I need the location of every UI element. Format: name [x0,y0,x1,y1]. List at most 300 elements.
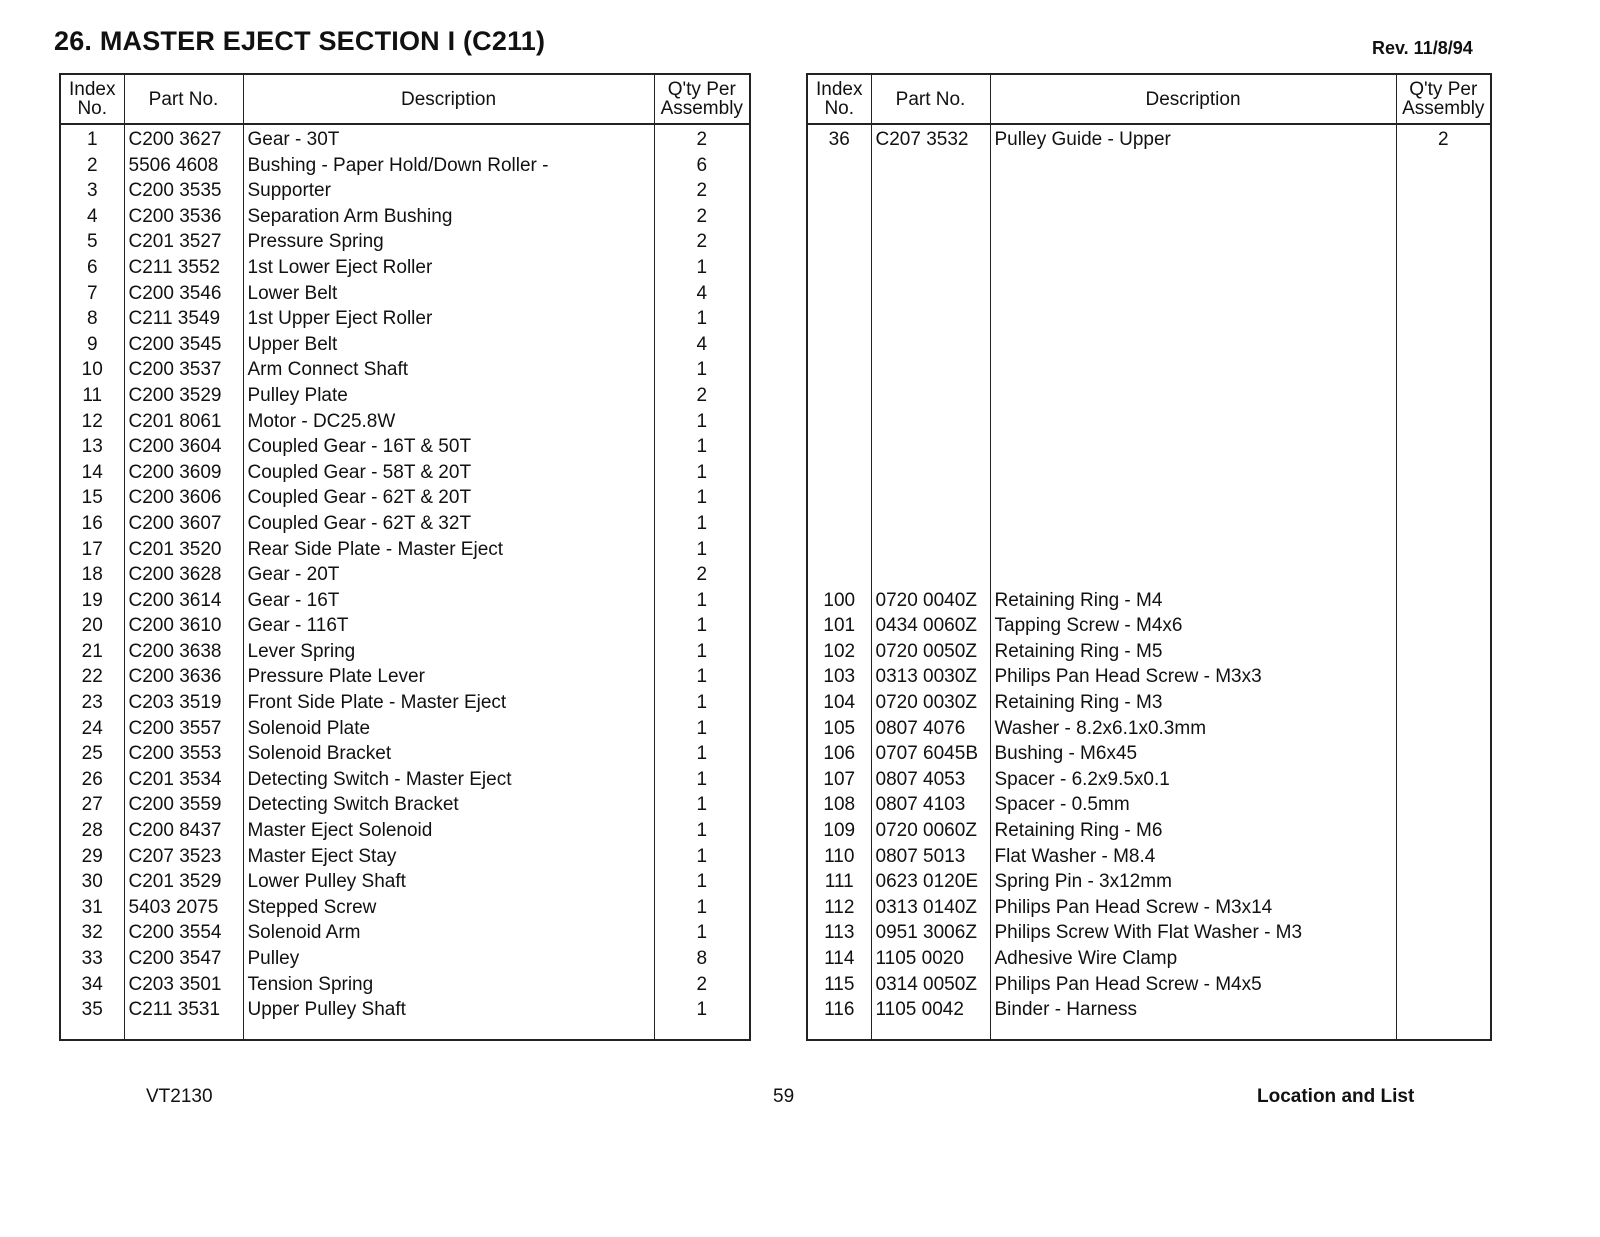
index-cell: 23 [60,690,124,716]
index-column-header: Index No. [60,74,124,124]
description-cell: Solenoid Bracket [243,741,654,767]
qty-cell: 1 [654,844,750,870]
index-cell [807,204,871,230]
qty-cell: 1 [654,357,750,383]
qty-cell [1396,946,1491,972]
table-row [60,639,750,665]
qty-cell [1396,588,1491,614]
table-row [60,255,750,281]
description-cell: Philips Pan Head Screw - M3x14 [990,895,1396,921]
table-row [60,409,750,435]
qty-cell [1396,229,1491,255]
index-cell: 5 [60,229,124,255]
table-row [807,357,1491,383]
part-no-cell: C200 3559 [124,792,243,818]
part-no-cell: 0807 4103 [871,792,990,818]
table-row [807,716,1491,742]
part-no-cell: C203 3519 [124,690,243,716]
description-cell: Retaining Ring - M5 [990,639,1396,665]
part-no-column-header: Part No. [871,74,990,124]
part-no-cell [871,204,990,230]
qty-cell: 2 [1396,124,1491,153]
part-no-cell: 0623 0120E [871,869,990,895]
index-cell [807,409,871,435]
part-no-cell: C201 3529 [124,869,243,895]
description-cell: Tapping Screw - M4x6 [990,613,1396,639]
description-cell [990,204,1396,230]
table-row [60,664,750,690]
table-row [807,639,1491,665]
part-no-cell: C211 3531 [124,997,243,1023]
qty-cell: 2 [654,178,750,204]
index-cell: 4 [60,204,124,230]
qty-cell [1396,281,1491,307]
index-cell: 109 [807,818,871,844]
index-cell: 110 [807,844,871,870]
table-row [60,485,750,511]
table-row [807,741,1491,767]
qty-cell: 1 [654,588,750,614]
description-cell: Coupled Gear - 58T & 20T [243,460,654,486]
description-cell: Upper Pulley Shaft [243,997,654,1023]
qty-cell [1396,741,1491,767]
description-cell: Motor - DC25.8W [243,409,654,435]
part-no-cell [871,255,990,281]
qty-cell: 4 [654,332,750,358]
description-cell: Master Eject Stay [243,844,654,870]
index-cell: 24 [60,716,124,742]
table-row [60,690,750,716]
footer-model: VT2130 [146,1086,213,1107]
qty-cell: 1 [654,485,750,511]
index-cell [807,460,871,486]
table-row [807,124,1491,153]
description-cell: Bushing - M6x45 [990,741,1396,767]
part-no-cell [871,178,990,204]
index-cell [807,153,871,179]
description-cell: Tension Spring [243,972,654,998]
description-cell [990,383,1396,409]
table-row [807,229,1491,255]
part-no-cell: C207 3523 [124,844,243,870]
qty-cell: 1 [654,537,750,563]
table-row [60,588,750,614]
index-cell: 32 [60,920,124,946]
index-cell: 21 [60,639,124,665]
description-cell: Philips Screw With Flat Washer - M3 [990,920,1396,946]
description-cell: Solenoid Plate [243,716,654,742]
index-cell: 114 [807,946,871,972]
table-row [807,153,1491,179]
qty-cell: 1 [654,664,750,690]
qty-cell: 1 [654,690,750,716]
description-cell: Washer - 8.2x6.1x0.3mm [990,716,1396,742]
qty-cell [1396,716,1491,742]
part-no-cell [871,562,990,588]
qty-cell [1396,639,1491,665]
qty-cell [1396,485,1491,511]
index-cell: 14 [60,460,124,486]
table-row [60,460,750,486]
part-no-cell: 0807 5013 [871,844,990,870]
table-row [807,178,1491,204]
table-row [807,434,1491,460]
index-cell: 111 [807,869,871,895]
index-cell: 2 [60,153,124,179]
table-row [60,178,750,204]
footer-section: Location and List [1257,1086,1415,1107]
qty-cell: 1 [654,920,750,946]
description-cell: Retaining Ring - M6 [990,818,1396,844]
description-cell [990,255,1396,281]
index-cell: 25 [60,741,124,767]
part-no-cell: 0720 0060Z [871,818,990,844]
part-no-cell: C200 3554 [124,920,243,946]
index-cell: 112 [807,895,871,921]
qty-cell [1396,434,1491,460]
qty-cell: 1 [654,434,750,460]
table-row [60,357,750,383]
description-cell [990,357,1396,383]
table-row [60,332,750,358]
table-row [60,124,750,153]
index-cell: 16 [60,511,124,537]
index-cell [807,485,871,511]
part-no-cell [871,460,990,486]
index-cell [807,434,871,460]
part-no-cell: C200 3638 [124,639,243,665]
parts-table-right-body [807,124,1491,1040]
footer-page-number: 59 [773,1086,795,1107]
qty-cell [1396,204,1491,230]
description-cell [990,332,1396,358]
index-cell: 113 [807,920,871,946]
part-no-cell [871,485,990,511]
index-cell: 115 [807,972,871,998]
description-cell: Gear - 30T [243,124,654,153]
description-cell: Separation Arm Bushing [243,204,654,230]
qty-cell [1396,920,1491,946]
index-cell: 35 [60,997,124,1023]
part-no-cell: 0707 6045B [871,741,990,767]
part-no-cell: C203 3501 [124,972,243,998]
qty-column-header: Q'ty Per Assembly [654,74,750,124]
qty-cell [1396,332,1491,358]
description-column-header: Description [243,74,654,124]
qty-cell [1396,255,1491,281]
qty-cell: 1 [654,306,750,332]
table-row [807,920,1491,946]
table-row [807,844,1491,870]
qty-cell: 1 [654,792,750,818]
table-row [60,792,750,818]
qty-cell [1396,613,1491,639]
description-cell [990,409,1396,435]
index-cell: 19 [60,588,124,614]
index-cell: 31 [60,895,124,921]
index-cell: 8 [60,306,124,332]
part-no-cell: 1105 0042 [871,997,990,1023]
qty-cell: 1 [654,818,750,844]
part-no-cell: C200 3614 [124,588,243,614]
qty-cell: 2 [654,229,750,255]
qty-cell: 1 [654,741,750,767]
table-row [807,255,1491,281]
qty-cell: 1 [654,767,750,793]
description-cell: Coupled Gear - 62T & 20T [243,485,654,511]
part-no-cell: 0314 0050Z [871,972,990,998]
description-cell: Spacer - 0.5mm [990,792,1396,818]
table-header-row [807,74,1491,124]
description-cell: Pulley Plate [243,383,654,409]
index-cell [807,537,871,563]
parts-table-left-body [60,124,750,1040]
table-row [60,434,750,460]
description-cell: Pulley [243,946,654,972]
description-cell: Rear Side Plate - Master Eject [243,537,654,563]
index-cell: 103 [807,664,871,690]
table-row [807,511,1491,537]
description-cell [990,178,1396,204]
qty-cell: 1 [654,716,750,742]
table-bottom-padding [60,1023,750,1040]
table-row [807,690,1491,716]
index-cell: 28 [60,818,124,844]
index-cell: 36 [807,124,871,153]
part-no-cell: 0951 3006Z [871,920,990,946]
qty-cell [1396,844,1491,870]
description-cell [990,511,1396,537]
table-row [60,716,750,742]
part-no-cell [871,332,990,358]
table-row [60,818,750,844]
table-row [807,332,1491,358]
part-no-cell: 0720 0040Z [871,588,990,614]
index-cell: 27 [60,792,124,818]
description-cell: Philips Pan Head Screw - M3x3 [990,664,1396,690]
part-no-cell: C200 3636 [124,664,243,690]
description-cell: Detecting Switch Bracket [243,792,654,818]
table-header-row [60,74,750,124]
part-no-cell [871,153,990,179]
table-row [60,562,750,588]
page-title: 26. MASTER EJECT SECTION I (C211) [54,26,546,56]
description-cell: Pulley Guide - Upper [990,124,1396,153]
part-no-cell: C200 3553 [124,741,243,767]
index-cell: 33 [60,946,124,972]
part-no-cell: C200 3537 [124,357,243,383]
table-row [807,792,1491,818]
qty-cell: 1 [654,895,750,921]
part-no-cell: C200 3610 [124,613,243,639]
qty-cell: 2 [654,383,750,409]
table-row [60,997,750,1023]
index-cell: 9 [60,332,124,358]
part-no-cell: C200 3628 [124,562,243,588]
description-cell: Pressure Plate Lever [243,664,654,690]
table-row [60,895,750,921]
table-row [807,895,1491,921]
index-cell [807,255,871,281]
qty-cell: 1 [654,613,750,639]
description-cell: Pressure Spring [243,229,654,255]
qty-cell [1396,357,1491,383]
parts-table-left [59,73,751,1041]
table-row [60,844,750,870]
qty-cell: 1 [654,255,750,281]
description-cell: Gear - 20T [243,562,654,588]
qty-cell [1396,664,1491,690]
index-cell: 17 [60,537,124,563]
part-no-cell: C201 3534 [124,767,243,793]
table-row [807,767,1491,793]
description-cell: Coupled Gear - 62T & 32T [243,511,654,537]
index-cell: 105 [807,716,871,742]
index-cell: 11 [60,383,124,409]
index-cell [807,306,871,332]
index-cell: 101 [807,613,871,639]
qty-cell [1396,997,1491,1023]
qty-cell [1396,383,1491,409]
table-row [807,588,1491,614]
description-column-header: Description [990,74,1396,124]
table-row [60,281,750,307]
description-cell [990,485,1396,511]
revision-date: Rev. 11/8/94 [1372,38,1473,58]
part-no-cell: 0313 0140Z [871,895,990,921]
qty-cell: 2 [654,972,750,998]
qty-cell: 2 [654,204,750,230]
index-cell [807,178,871,204]
qty-cell [1396,409,1491,435]
part-no-cell: 0720 0050Z [871,639,990,665]
part-no-cell: C200 3535 [124,178,243,204]
part-no-cell: 0434 0060Z [871,613,990,639]
description-cell: Bushing - Paper Hold/Down Roller - [243,153,654,179]
description-cell: Retaining Ring - M4 [990,588,1396,614]
index-cell [807,357,871,383]
qty-column-header: Q'ty Per Assembly [1396,74,1491,124]
table-row [807,537,1491,563]
part-no-cell: C200 8437 [124,818,243,844]
table-row [807,485,1491,511]
part-no-cell: 0313 0030Z [871,664,990,690]
table-row [60,741,750,767]
index-cell: 15 [60,485,124,511]
table-row [807,383,1491,409]
part-no-cell: C200 3607 [124,511,243,537]
part-no-cell: C201 3527 [124,229,243,255]
part-no-cell: C200 3545 [124,332,243,358]
table-row [60,229,750,255]
index-cell: 1 [60,124,124,153]
qty-cell [1396,895,1491,921]
part-no-cell: 5506 4608 [124,153,243,179]
description-cell: Adhesive Wire Clamp [990,946,1396,972]
description-cell: Coupled Gear - 16T & 50T [243,434,654,460]
description-cell: Spacer - 6.2x9.5x0.1 [990,767,1396,793]
part-no-cell [871,383,990,409]
description-cell: Philips Pan Head Screw - M4x5 [990,972,1396,998]
table-row [807,869,1491,895]
part-no-cell: C200 3557 [124,716,243,742]
description-cell: Gear - 116T [243,613,654,639]
part-no-cell [871,229,990,255]
description-cell: Detecting Switch - Master Eject [243,767,654,793]
qty-cell: 1 [654,869,750,895]
description-cell [990,281,1396,307]
index-cell [807,281,871,307]
table-row [60,153,750,179]
description-cell [990,562,1396,588]
index-cell: 106 [807,741,871,767]
index-cell: 116 [807,997,871,1023]
table-row [807,204,1491,230]
index-cell [807,562,871,588]
index-cell [807,511,871,537]
index-cell: 6 [60,255,124,281]
parts-table-right [806,73,1492,1041]
part-no-cell: C200 3627 [124,124,243,153]
part-no-cell: C200 3604 [124,434,243,460]
description-cell: Lower Pulley Shaft [243,869,654,895]
index-cell: 100 [807,588,871,614]
qty-cell [1396,178,1491,204]
part-no-cell: C200 3529 [124,383,243,409]
description-cell [990,537,1396,563]
index-cell: 29 [60,844,124,870]
part-no-column-header: Part No. [124,74,243,124]
qty-cell: 6 [654,153,750,179]
table-row [807,818,1491,844]
table-row [60,306,750,332]
qty-cell [1396,511,1491,537]
qty-cell [1396,767,1491,793]
index-cell: 12 [60,409,124,435]
part-no-cell [871,409,990,435]
index-cell: 13 [60,434,124,460]
part-no-cell [871,434,990,460]
description-cell [990,306,1396,332]
table-row [60,204,750,230]
qty-cell [1396,869,1491,895]
description-cell: Binder - Harness [990,997,1396,1023]
part-no-cell [871,357,990,383]
index-cell: 20 [60,613,124,639]
qty-cell [1396,972,1491,998]
part-no-cell: C201 3520 [124,537,243,563]
index-cell: 102 [807,639,871,665]
description-cell [990,460,1396,486]
qty-cell: 1 [654,460,750,486]
qty-cell: 2 [654,562,750,588]
index-cell: 3 [60,178,124,204]
qty-cell [1396,537,1491,563]
description-cell: Flat Washer - M8.4 [990,844,1396,870]
qty-cell: 1 [654,639,750,665]
table-row [60,537,750,563]
description-cell: Lower Belt [243,281,654,307]
index-cell: 34 [60,972,124,998]
description-cell: 1st Upper Eject Roller [243,306,654,332]
index-cell: 18 [60,562,124,588]
part-no-cell: C200 3546 [124,281,243,307]
qty-cell: 1 [654,997,750,1023]
description-cell [990,153,1396,179]
table-row [807,997,1491,1023]
qty-cell [1396,690,1491,716]
part-no-cell: 0807 4076 [871,716,990,742]
